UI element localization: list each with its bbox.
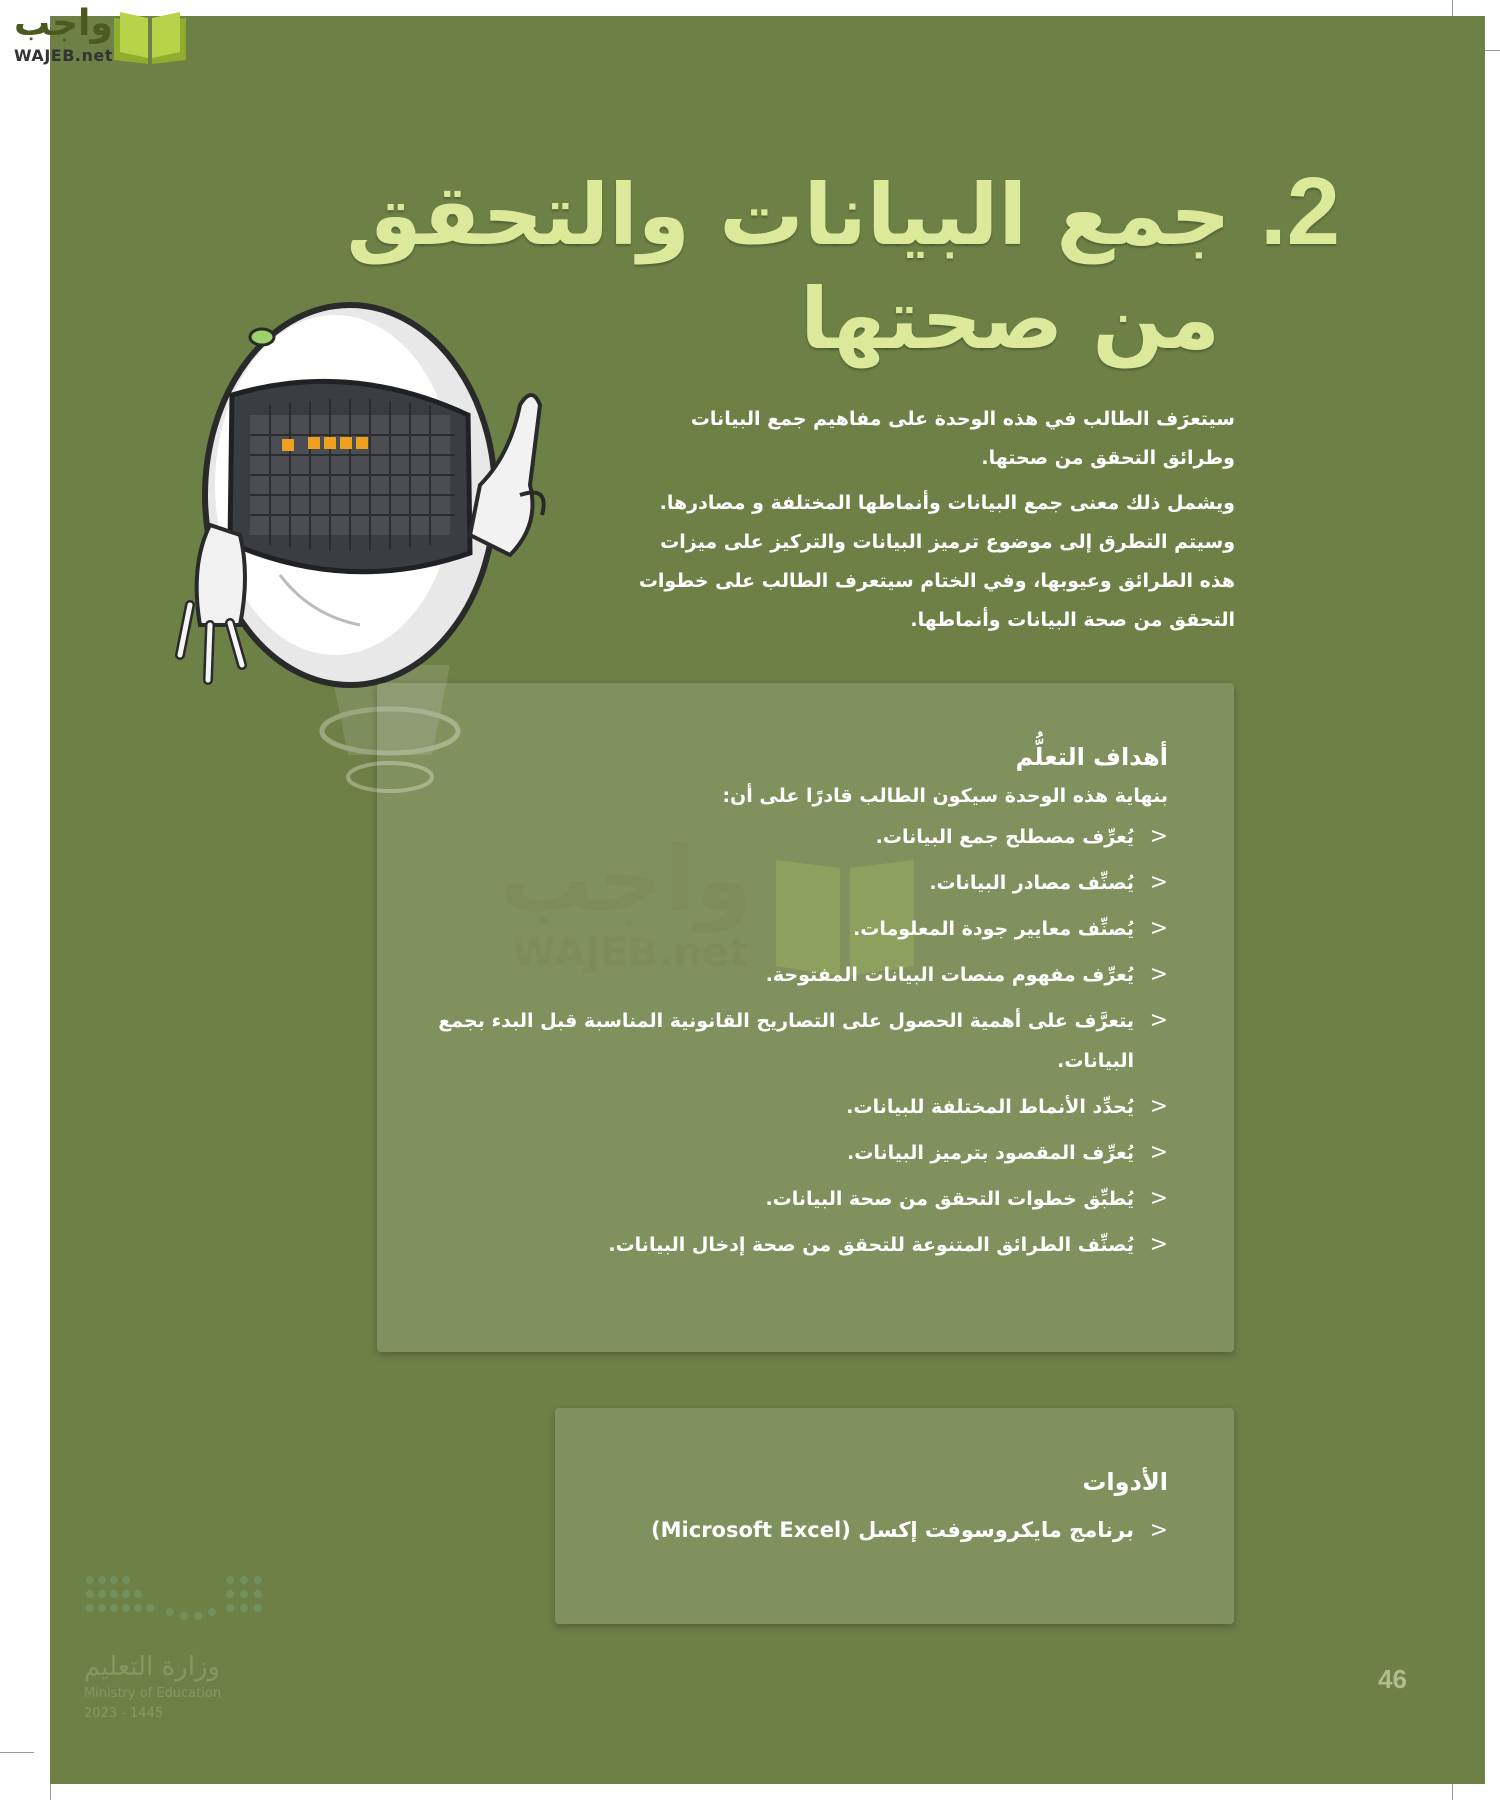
chevron-left-icon: <	[1149, 870, 1168, 895]
logo-arabic-text: واجب	[14, 3, 113, 44]
ministry-dots-icon	[80, 1560, 270, 1650]
unit-introduction	[635, 400, 1235, 646]
unit-number: 2.	[1259, 158, 1340, 265]
intro-paragraph-1: سيتعرَف الطالب في هذه الوحدة على مفاهيم جمع البيانات وطرائق التحقق من صحتها.	[690, 408, 1235, 469]
intro-paragraph-2: ويشمل ذلك معنى جمع البيانات وأنماطها المختلفة و مصادرها. وسيتم التطرق إلى موضوع ترميز البيانات والتركيز على ميزات هذه الطرائق وعيوبها، وفي الختام سيتعرف الطالب على خطوات التحقق من صحة البيانات وأنماطها.	[638, 492, 1235, 631]
list-item: < برنامج مايكروسوفت إكسل (Microsoft Excel)	[651, 1518, 1168, 1543]
learning-goals-list	[438, 817, 1168, 1265]
list-item: < يُعرِّف مصطلح جمع البيانات.	[438, 817, 1168, 857]
list-item: < يُصنِّف مصادر البيانات.	[438, 863, 1168, 903]
watermark-latin: WAJEB.net	[512, 930, 748, 976]
chevron-left-icon: <	[1149, 1140, 1168, 1165]
list-item: < يُعرِّف مفهوم منصات البيانات المفتوحة.	[438, 955, 1168, 995]
list-item: < يُصنِّف معايير جودة المعلومات.	[438, 909, 1168, 949]
list-item: < يُعرِّف المقصود بترميز البيانات.	[438, 1133, 1168, 1173]
list-item: < يُصنِّف الطرائق المتنوعة للتحقق من صحة إدخال البيانات.	[438, 1225, 1168, 1265]
ministry-year: 2023 - 1445	[84, 1706, 164, 1721]
list-item: < يُحدِّد الأنماط المختلفة للبيانات.	[438, 1087, 1168, 1127]
ministry-english-name: Ministry of Education	[84, 1686, 222, 1701]
ministry-of-education-logo	[80, 1560, 280, 1721]
tools-box	[555, 1408, 1234, 1624]
unit-title-line2: من صحتها	[800, 270, 1220, 368]
tools-title: الأدوات	[1082, 1468, 1168, 1496]
learning-goals-intro: بنهاية هذه الوحدة سيكون الطالب قادرًا على أن:	[722, 785, 1168, 807]
book-icon	[110, 8, 190, 66]
chevron-left-icon: <	[1149, 1008, 1168, 1033]
learning-goals-title: أهداف التعلُّم	[1015, 743, 1168, 771]
chevron-left-icon: <	[1149, 824, 1168, 849]
chevron-left-icon: <	[1149, 1094, 1168, 1119]
unit-title-line1: جمع البيانات والتحقق	[346, 166, 1231, 264]
list-item: < يتعرَّف على أهمية الحصول على التصاريح القانونية المناسبة قبل البدء بجمع البيانات.	[438, 1001, 1168, 1081]
chevron-left-icon: <	[1149, 962, 1168, 987]
watermark-arabic: واجب	[500, 826, 753, 933]
chevron-left-icon: <	[1149, 1232, 1168, 1257]
chevron-left-icon: <	[1149, 916, 1168, 941]
chevron-left-icon: <	[1149, 1518, 1168, 1543]
learning-goals-box	[377, 683, 1234, 1352]
logo-latin-text: WAJEB.net	[14, 46, 113, 65]
crop-mark	[0, 1752, 34, 1753]
chevron-left-icon: <	[1149, 1186, 1168, 1211]
page-number: 46	[1378, 1664, 1407, 1694]
wajeb-logo[interactable]	[8, 4, 190, 66]
list-item: < يُطبِّق خطوات التحقق من صحة البيانات.	[438, 1179, 1168, 1219]
ministry-arabic-name: وزارة التعليم	[84, 1652, 221, 1682]
